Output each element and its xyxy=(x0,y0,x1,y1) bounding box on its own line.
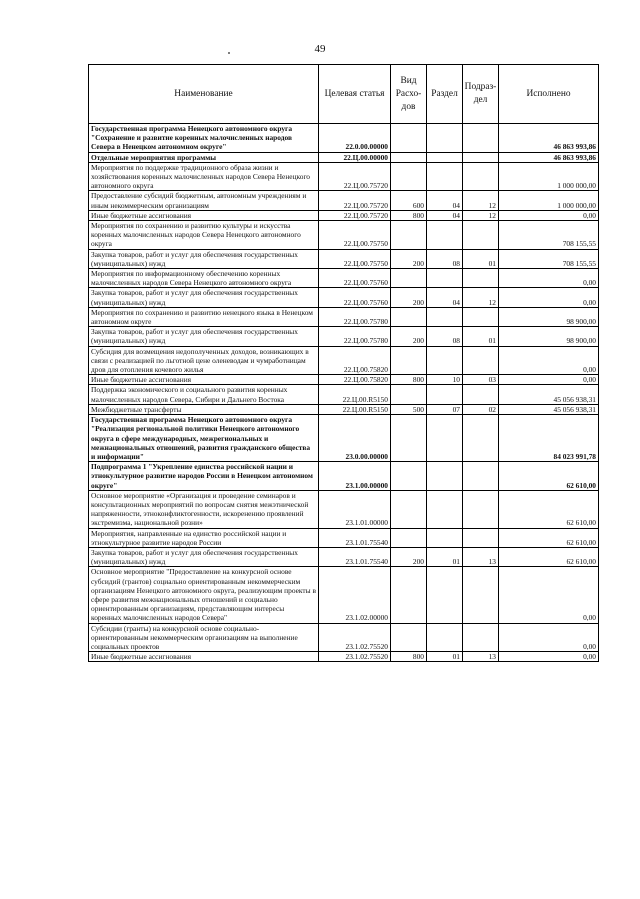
row-expense-type-cell: 600 xyxy=(391,191,427,210)
row-section-cell xyxy=(427,162,463,191)
row-executed-amount-cell: 62 610,00 xyxy=(499,547,599,566)
row-executed-amount-cell: 1 000 000,00 xyxy=(499,162,599,191)
row-expense-type-cell: 800 xyxy=(391,652,427,662)
row-expense-type-cell xyxy=(391,528,427,547)
row-name-cell: Отдельные мероприятия программы xyxy=(89,152,319,162)
row-name-cell: Иные бюджетные ассигнования xyxy=(89,210,319,220)
row-subsection-cell xyxy=(463,385,499,404)
row-section-cell: 10 xyxy=(427,375,463,385)
header-subsection: Подраз-дел xyxy=(463,65,499,124)
header-expense-type: Вид Расхо-дов xyxy=(391,65,427,124)
row-expense-type-cell: 200 xyxy=(391,249,427,268)
row-executed-amount-cell: 1 000 000,00 xyxy=(499,191,599,210)
row-section-cell: 08 xyxy=(427,249,463,268)
row-section-cell xyxy=(427,415,463,462)
row-expense-type-cell xyxy=(391,269,427,288)
row-expense-type-cell xyxy=(391,462,427,491)
table-row xyxy=(89,124,599,153)
header-section: Раздел xyxy=(427,65,463,124)
row-target-article-cell: 22.Ц.00.75780 xyxy=(319,307,391,326)
table-row xyxy=(89,652,599,662)
row-target-article-cell: 22.Ц.00.75720 xyxy=(319,210,391,220)
row-executed-amount-cell: 0,00 xyxy=(499,210,599,220)
row-expense-type-cell xyxy=(391,124,427,153)
row-subsection-cell xyxy=(463,307,499,326)
table-row xyxy=(89,567,599,623)
table-row xyxy=(89,269,599,288)
row-section-cell xyxy=(427,221,463,250)
table-row xyxy=(89,162,599,191)
row-name-cell: Мероприятия, направленные на единство российской нации и этнокультурное развитие народов России xyxy=(89,528,319,547)
row-target-article-cell: 23.1.01.75540 xyxy=(319,528,391,547)
row-subsection-cell: 13 xyxy=(463,652,499,662)
row-section-cell xyxy=(427,385,463,404)
row-expense-type-cell: 800 xyxy=(391,210,427,220)
row-expense-type-cell xyxy=(391,152,427,162)
header-executed: Исполнено xyxy=(499,65,599,124)
row-expense-type-cell: 200 xyxy=(391,288,427,307)
row-expense-type-cell: 500 xyxy=(391,404,427,414)
row-target-article-cell: 22.Ц.00.00000 xyxy=(319,152,391,162)
table-header-row xyxy=(89,65,599,124)
row-executed-amount-cell: 62 610,00 xyxy=(499,462,599,491)
row-expense-type-cell: 200 xyxy=(391,547,427,566)
row-expense-type-cell xyxy=(391,490,427,528)
row-name-cell: Межбюджетные трансферты xyxy=(89,404,319,414)
row-name-cell: Иные бюджетные ассигнования xyxy=(89,375,319,385)
header-target-article: Целевая статья xyxy=(319,65,391,124)
row-name-cell: Мероприятия по информационному обеспечению коренных малочисленных народов Севера Ненецкого автономного округа xyxy=(89,269,319,288)
row-executed-amount-cell: 46 863 993,86 xyxy=(499,152,599,162)
table-row xyxy=(89,221,599,250)
row-section-cell xyxy=(427,124,463,153)
row-subsection-cell xyxy=(463,162,499,191)
row-executed-amount-cell: 708 155,55 xyxy=(499,221,599,250)
row-section-cell: 01 xyxy=(427,652,463,662)
row-executed-amount-cell: 98 900,00 xyxy=(499,327,599,346)
table-row xyxy=(89,490,599,528)
row-expense-type-cell xyxy=(391,162,427,191)
row-target-article-cell: 22.Ц.00.R5150 xyxy=(319,404,391,414)
row-target-article-cell: 23.0.00.00000 xyxy=(319,415,391,462)
row-subsection-cell xyxy=(463,124,499,153)
row-executed-amount-cell: 0,00 xyxy=(499,623,599,652)
row-subsection-cell: 12 xyxy=(463,210,499,220)
row-executed-amount-cell: 62 610,00 xyxy=(499,490,599,528)
row-executed-amount-cell: 0,00 xyxy=(499,567,599,623)
row-subsection-cell xyxy=(463,415,499,462)
table-row xyxy=(89,249,599,268)
row-section-cell: 08 xyxy=(427,327,463,346)
row-section-cell: 04 xyxy=(427,210,463,220)
row-target-article-cell: 22.Ц.00.75760 xyxy=(319,288,391,307)
table-row xyxy=(89,415,599,462)
row-subsection-cell: 01 xyxy=(463,249,499,268)
table-row xyxy=(89,288,599,307)
header-name: Наименование xyxy=(89,65,319,124)
row-target-article-cell: 22.0.00.00000 xyxy=(319,124,391,153)
row-executed-amount-cell: 46 863 993,86 xyxy=(499,124,599,153)
table-row xyxy=(89,528,599,547)
row-section-cell xyxy=(427,567,463,623)
row-subsection-cell: 03 xyxy=(463,375,499,385)
row-section-cell xyxy=(427,490,463,528)
row-executed-amount-cell: 0,00 xyxy=(499,269,599,288)
row-section-cell xyxy=(427,346,463,375)
row-target-article-cell: 22.Ц.00.75750 xyxy=(319,249,391,268)
row-executed-amount-cell: 0,00 xyxy=(499,288,599,307)
row-target-article-cell: 23.1.02.00000 xyxy=(319,567,391,623)
row-target-article-cell: 22.Ц.00.75780 xyxy=(319,327,391,346)
row-section-cell: 07 xyxy=(427,404,463,414)
row-name-cell: Основное мероприятие «Организация и проведение семинаров и консультационных мероприятий по вопросам снятия межэтнической напряженности, этноконфликтогенности, искоренению проявлений экстремизма, национальной розни» xyxy=(89,490,319,528)
table-row xyxy=(89,385,599,404)
row-subsection-cell: 12 xyxy=(463,288,499,307)
table-row xyxy=(89,404,599,414)
row-executed-amount-cell: 0,00 xyxy=(499,652,599,662)
row-name-cell: Субсидии (гранты) на конкурсной основе социально-ориентированным некоммерческим организациям на выполнение социальных проектов xyxy=(89,623,319,652)
table-row xyxy=(89,623,599,652)
row-section-cell: 04 xyxy=(427,191,463,210)
table-row xyxy=(89,210,599,220)
row-expense-type-cell xyxy=(391,623,427,652)
scan-speck xyxy=(228,52,230,54)
table-row xyxy=(89,327,599,346)
row-executed-amount-cell: 708 155,55 xyxy=(499,249,599,268)
table-body xyxy=(89,124,599,662)
row-section-cell xyxy=(427,528,463,547)
row-name-cell: Закупка товаров, работ и услуг для обеспечения государственных (муниципальных) нужд xyxy=(89,547,319,566)
row-subsection-cell xyxy=(463,567,499,623)
row-expense-type-cell xyxy=(391,385,427,404)
row-subsection-cell xyxy=(463,462,499,491)
row-subsection-cell xyxy=(463,152,499,162)
row-target-article-cell: 23.1.00.00000 xyxy=(319,462,391,491)
row-name-cell: Иные бюджетные ассигнования xyxy=(89,652,319,662)
table-row xyxy=(89,307,599,326)
table-row xyxy=(89,346,599,375)
row-target-article-cell: 23.1.01.00000 xyxy=(319,490,391,528)
row-section-cell xyxy=(427,152,463,162)
row-subsection-cell xyxy=(463,346,499,375)
row-subsection-cell xyxy=(463,269,499,288)
row-target-article-cell: 22.Ц.00.R5150 xyxy=(319,385,391,404)
row-target-article-cell: 22.Ц.00.75750 xyxy=(319,221,391,250)
row-name-cell: Закупка товаров, работ и услуг для обеспечения государственных (муниципальных) нужд xyxy=(89,327,319,346)
row-executed-amount-cell: 0,00 xyxy=(499,375,599,385)
table-row xyxy=(89,191,599,210)
row-name-cell: Государственная программа Ненецкого автономного округа "Реализация региональной политики Ненецкого автономного округа в сфере международных, межрегиональных и межнациональных отношений, развития гражданского общества и информации" xyxy=(89,415,319,462)
page-number: 49 xyxy=(314,43,326,55)
row-subsection-cell xyxy=(463,528,499,547)
row-expense-type-cell: 200 xyxy=(391,327,427,346)
row-section-cell xyxy=(427,623,463,652)
row-target-article-cell: 22.Ц.00.75720 xyxy=(319,191,391,210)
row-expense-type-cell xyxy=(391,346,427,375)
row-name-cell: Мероприятия по сохранению и развитию культуры и искусства коренных малочисленных народов Севера Ненецкого автономного округа xyxy=(89,221,319,250)
row-expense-type-cell xyxy=(391,307,427,326)
row-subsection-cell: 01 xyxy=(463,327,499,346)
row-subsection-cell xyxy=(463,490,499,528)
row-executed-amount-cell: 98 900,00 xyxy=(499,307,599,326)
row-name-cell: Основное мероприятие "Предоставление на конкурсной основе субсидий (грантов) социально ориентированным некоммерческим организациям Ненецкого автономного округа, реализующим проекты в сфере развития межнациональных отношений и социально ориентированным организациям, представляющим интересы коренных малочисленных народов Севера" xyxy=(89,567,319,623)
row-subsection-cell: 13 xyxy=(463,547,499,566)
row-name-cell: Субсидия для возмещения недополученных доходов, возникающих в связи с реализацией по льготной цене оленеводам и чумработницам дров для отопления кочевого жилья xyxy=(89,346,319,375)
row-name-cell: Государственная программа Ненецкого автономного округа "Сохранение и развитие коренных малочисленных народов Севера в Ненецком автономном округе" xyxy=(89,124,319,153)
row-expense-type-cell xyxy=(391,415,427,462)
table-row xyxy=(89,375,599,385)
row-target-article-cell: 22.Ц.00.75720 xyxy=(319,162,391,191)
budget-execution-table xyxy=(88,64,599,662)
row-name-cell: Закупка товаров, работ и услуг для обеспечения государственных (муниципальных) нужд xyxy=(89,288,319,307)
row-target-article-cell: 23.1.02.75520 xyxy=(319,652,391,662)
row-target-article-cell: 23.1.02.75520 xyxy=(319,623,391,652)
row-executed-amount-cell: 84 023 991,78 xyxy=(499,415,599,462)
row-executed-amount-cell: 45 056 938,31 xyxy=(499,385,599,404)
row-section-cell xyxy=(427,462,463,491)
row-executed-amount-cell: 62 610,00 xyxy=(499,528,599,547)
row-target-article-cell: 23.1.01.75540 xyxy=(319,547,391,566)
row-name-cell: Мероприятия по поддержке традиционного образа жизни и хозяйствования коренных малочисленных народов Севера Ненецкого автономного округа xyxy=(89,162,319,191)
row-target-article-cell: 22.Ц.00.75760 xyxy=(319,269,391,288)
row-section-cell xyxy=(427,307,463,326)
row-subsection-cell: 02 xyxy=(463,404,499,414)
row-section-cell xyxy=(427,269,463,288)
row-name-cell: Предоставление субсидий бюджетным, автономным учреждениям и иным некоммерческим организациям xyxy=(89,191,319,210)
row-subsection-cell xyxy=(463,623,499,652)
row-subsection-cell: 12 xyxy=(463,191,499,210)
row-expense-type-cell xyxy=(391,567,427,623)
row-expense-type-cell xyxy=(391,221,427,250)
row-name-cell: Подпрограмма 1 "Укрепление единства российской нации и этнокультурное развитие народов России в Ненецком автономном округе" xyxy=(89,462,319,491)
row-section-cell: 01 xyxy=(427,547,463,566)
row-expense-type-cell: 800 xyxy=(391,375,427,385)
table-row xyxy=(89,152,599,162)
row-section-cell: 04 xyxy=(427,288,463,307)
row-executed-amount-cell: 0,00 xyxy=(499,346,599,375)
row-target-article-cell: 22.Ц.00.75820 xyxy=(319,375,391,385)
table-row xyxy=(89,462,599,491)
row-target-article-cell: 22.Ц.00.75820 xyxy=(319,346,391,375)
table-row xyxy=(89,547,599,566)
row-name-cell: Мероприятия по сохранению и развитию ненецкого языка в Ненецком автономном округе xyxy=(89,307,319,326)
row-executed-amount-cell: 45 056 938,31 xyxy=(499,404,599,414)
row-name-cell: Поддержка экономического и социального развития коренных малочисленных народов Севера, Сибири и Дальнего Востока xyxy=(89,385,319,404)
row-subsection-cell xyxy=(463,221,499,250)
row-name-cell: Закупка товаров, работ и услуг для обеспечения государственных (муниципальных) нужд xyxy=(89,249,319,268)
